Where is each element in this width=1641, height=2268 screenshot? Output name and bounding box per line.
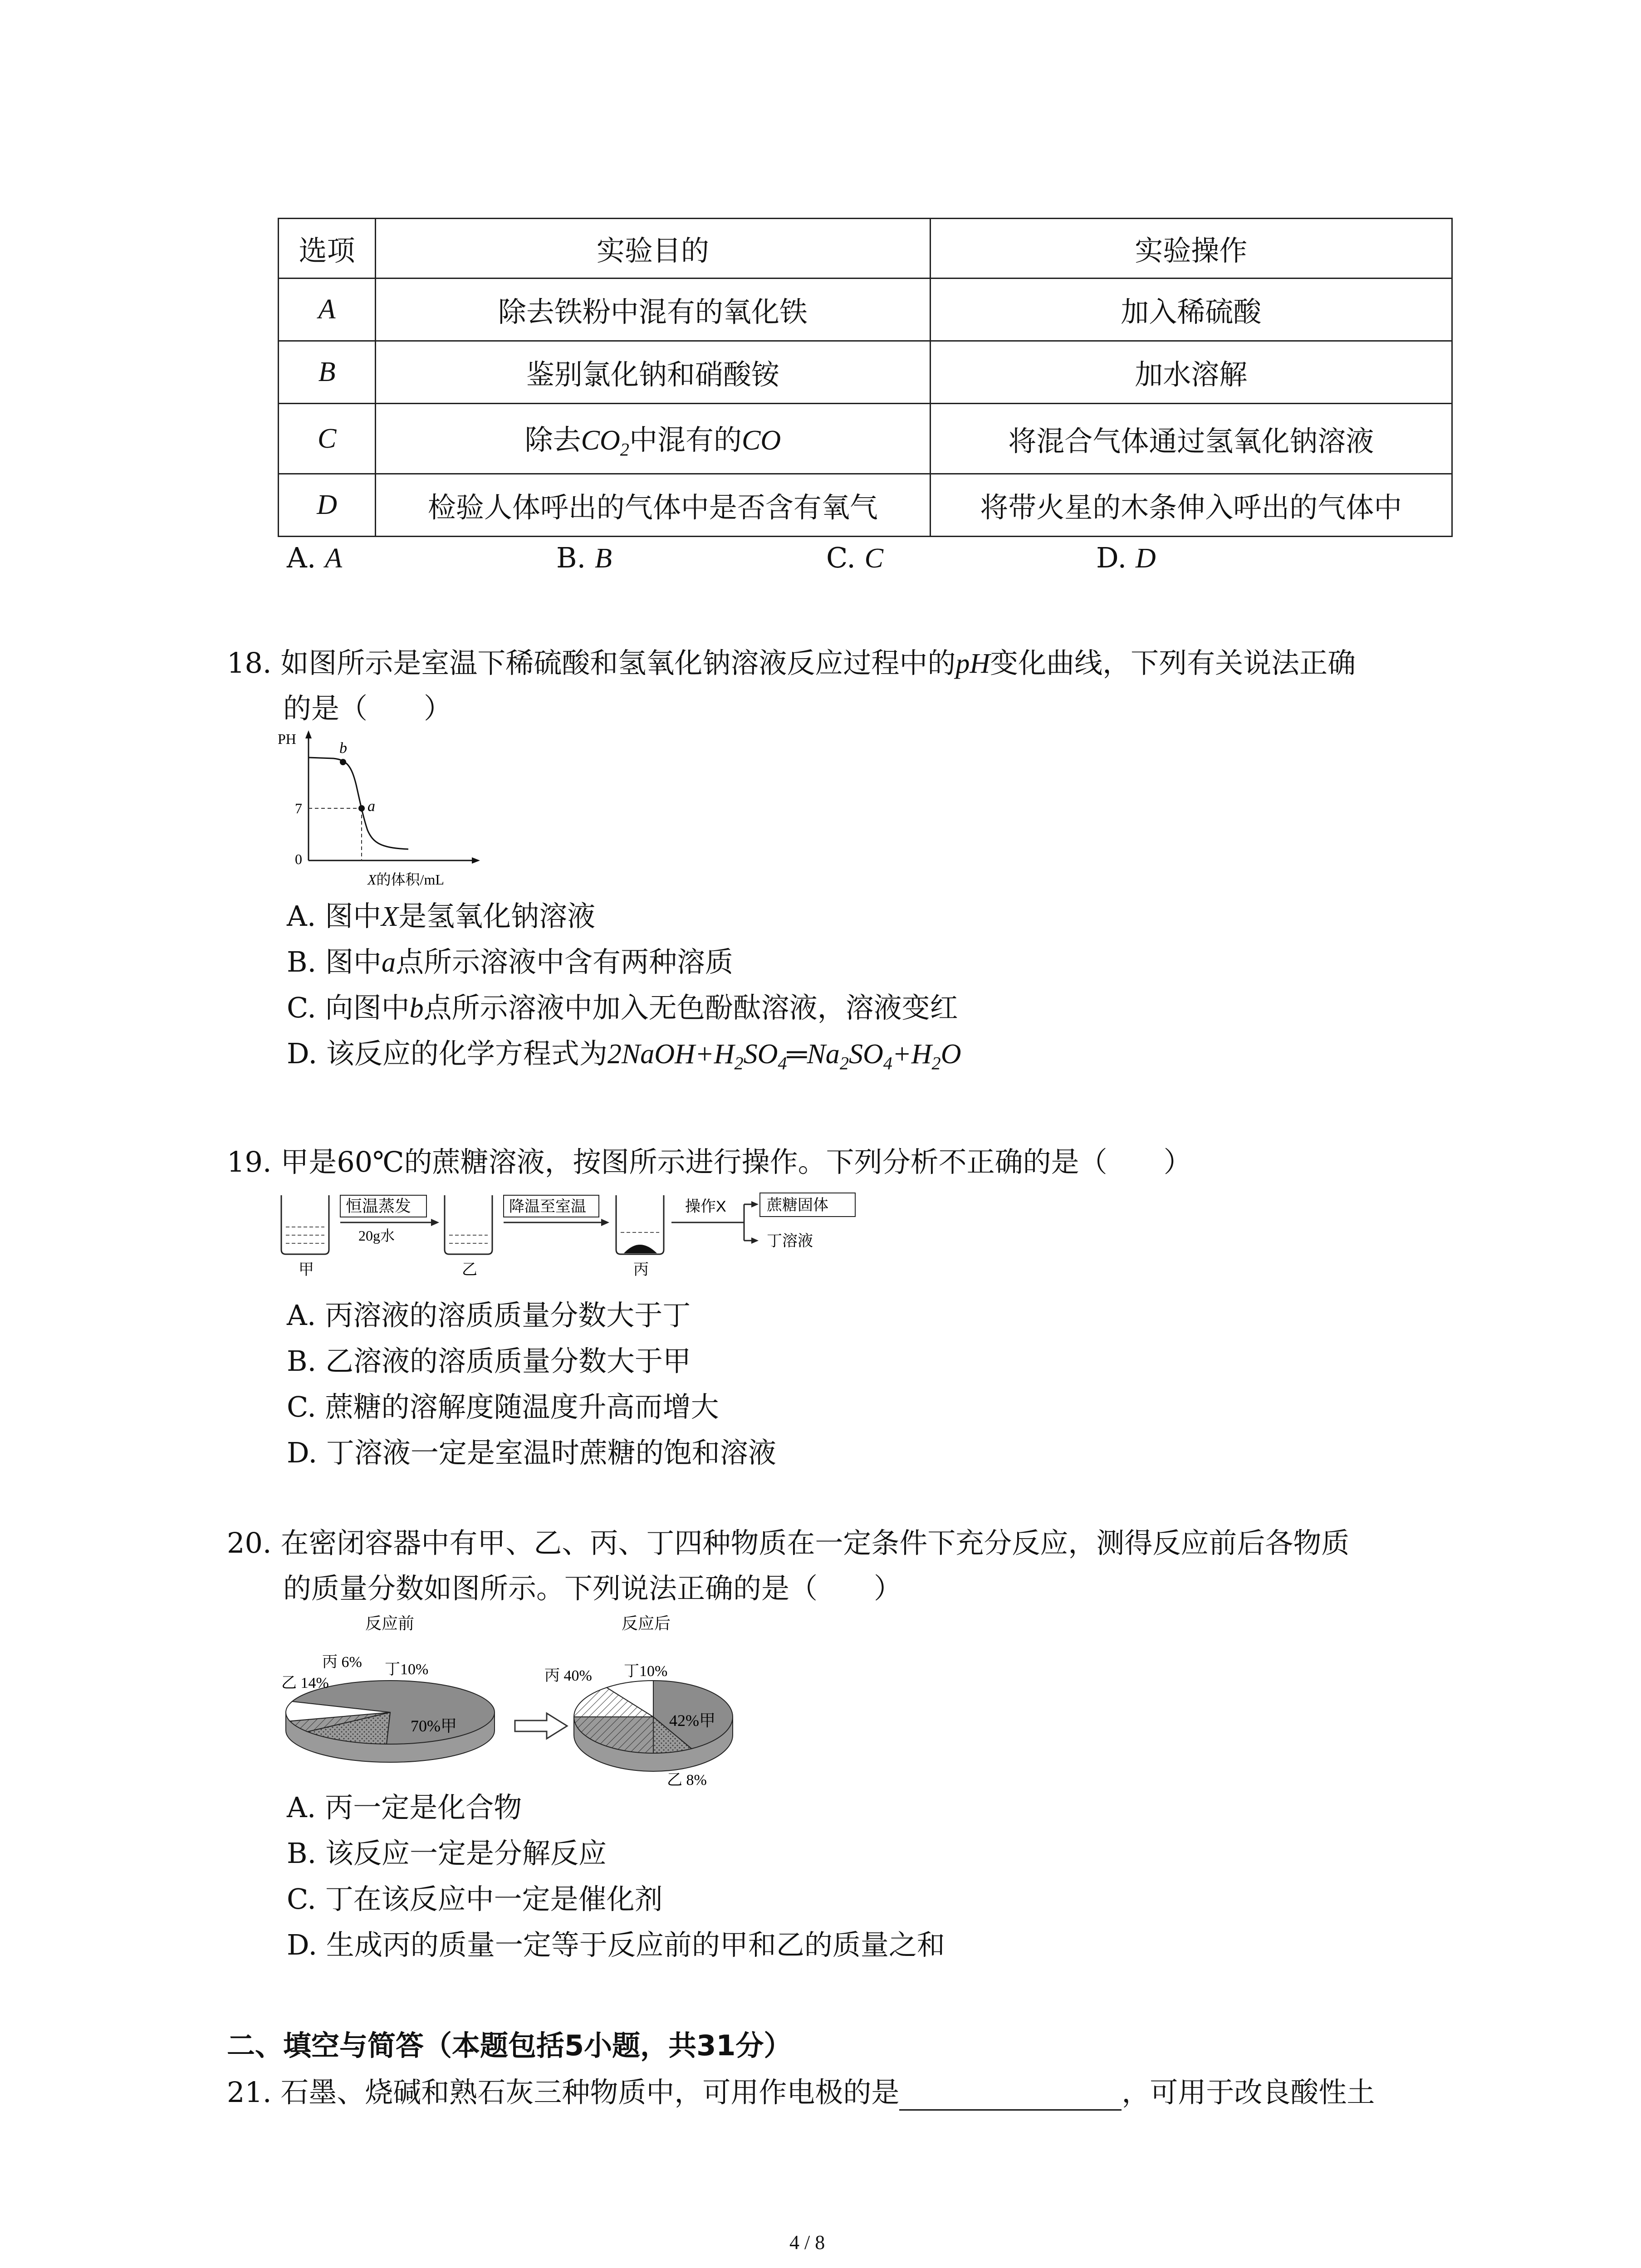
chemical-equation: $2NaOH+H_2SO_4═Na_2SO_4+H_2O$ [607, 1039, 961, 1074]
q20-stem-text: 在密闭容器中有甲、乙、丙、丁四种物质在一定条件下充分反应，测得反应前后各物质 [280, 1526, 1350, 1559]
sucrose-process-diagram [272, 1182, 871, 1295]
option-text: 是氢氧化钠溶液 [398, 899, 596, 933]
question-number: 20. [227, 1526, 272, 1559]
q20-option-b: B. 该反应一定是分解反应 [287, 1837, 607, 1870]
branch-bottom-arrowhead [751, 1237, 759, 1244]
choice-label: C. [826, 541, 865, 574]
option-text: A. 图中 [287, 899, 382, 933]
tick-0: 0 [295, 851, 302, 867]
q21-text: 石墨、烧碱和熟石灰三种物质中，可用作电极的是 [280, 2076, 900, 2109]
option-var: a [381, 947, 396, 978]
option-text: B. 图中 [287, 945, 382, 978]
beaker-label-bing: 丙 [633, 1261, 649, 1279]
choice-b [556, 540, 612, 577]
table-header-row [279, 219, 1452, 279]
point-a-dot [358, 805, 365, 811]
q21-line [227, 2074, 1375, 2111]
q19-stem-text: 甲是60℃的蔗糖溶液，按图所示进行操作。下列分析不正确的是（ ） [280, 1145, 1192, 1178]
table-row [279, 341, 1452, 404]
table-row [279, 404, 1452, 474]
option-text: 点所示溶液中含有两种溶质 [395, 945, 733, 978]
x-axis-arrow [472, 857, 480, 864]
y-axis-label: PH [278, 731, 296, 747]
purpose-text: 除去 [524, 423, 581, 456]
beaker-label-yi: 乙 [462, 1261, 477, 1279]
pie-before-label-yi: 乙 14% [281, 1675, 329, 1691]
table-header-cell: 实验操作 [930, 219, 1452, 279]
question-number: 21. [227, 2076, 272, 2109]
beaker-yi [445, 1195, 492, 1254]
step3-label: 操作X [685, 1198, 726, 1215]
option-text: 点所示溶液中加入无色酚酞溶液，溶液变红 [423, 991, 958, 1024]
pie-before-title: 反应前 [365, 1614, 415, 1633]
q20-option-d: D. 生成丙的质量一定等于反应前的甲和乙的质量之和 [287, 1928, 945, 1961]
table-cell-option: B [279, 341, 376, 404]
choice-c [826, 540, 883, 577]
option-var: X [381, 901, 399, 932]
section-title: 二、填空与简答（本题包括5小题，共31分） [227, 2029, 792, 2062]
option-text: D. 该反应的化学方程式为 [287, 1037, 607, 1070]
step1-amount: 20g水 [358, 1227, 395, 1244]
q19-option-b: B. 乙溶液的溶质质量分数大于甲 [287, 1344, 691, 1378]
step1-label: 恒温蒸发 [346, 1197, 411, 1215]
q18-stem-line2: 的是（ ） [283, 692, 452, 725]
answer-blank[interactable] [899, 2083, 1122, 2111]
purpose-text: 中混有的 [629, 423, 742, 456]
formula-co: CO [741, 425, 781, 456]
step2-arrowhead [601, 1219, 609, 1226]
option-var: b [409, 993, 424, 1024]
table-cell-purpose: 鉴别氯化钠和硝酸铵 [376, 341, 930, 404]
q18-option-c [287, 990, 958, 1026]
ph-curve-graph [272, 726, 485, 894]
table-cell-option: D [279, 474, 376, 537]
q18-option-b [287, 944, 733, 981]
ph-symbol: pH [955, 648, 990, 679]
output-solution-label: 丁溶液 [767, 1232, 813, 1250]
question-number: 19. [227, 1145, 272, 1178]
table-cell-operation: 将混合气体通过氢氧化钠溶液 [930, 404, 1452, 474]
table-cell-purpose [376, 404, 930, 474]
point-b-dot [340, 759, 346, 765]
formula-co2: $CO_2$ [581, 425, 629, 460]
choice-letter: A [325, 543, 343, 574]
step2-label: 降温至室温 [509, 1198, 586, 1215]
choice-d [1096, 540, 1156, 577]
table-cell-purpose: 除去铁粉中混有的氧化铁 [376, 279, 930, 341]
pie-before [286, 1681, 495, 1762]
pie-after-title: 反应后 [622, 1614, 671, 1633]
beaker-label-jia: 甲 [299, 1261, 314, 1279]
choice-label: B. [556, 541, 595, 574]
pie-after-label-yi: 乙 8% [667, 1772, 707, 1789]
table-row [279, 279, 1452, 341]
table-cell-option: A [279, 279, 376, 341]
beaker-bing [616, 1195, 664, 1254]
q18-option-d [287, 1036, 961, 1081]
q18-stem-text: 变化曲线，下列有关说法正确 [990, 646, 1356, 679]
table-header-cell: 选项 [279, 219, 376, 279]
table-header-cell: 实验目的 [376, 219, 930, 279]
q20-stem-line1 [227, 1525, 1349, 1561]
q19-option-c: C. 蔗糖的溶解度随温度升高而增大 [287, 1390, 719, 1423]
x-axis-var: X [367, 871, 377, 888]
pie-before-label-jia: 70%甲 [411, 1717, 457, 1735]
option-text: C. 向图中 [287, 991, 410, 1024]
point-a-label: a [367, 798, 375, 815]
table-cell-operation: 加入稀硫酸 [930, 279, 1452, 341]
q19-option-a: A. 丙溶液的溶质质量分数大于丁 [287, 1299, 691, 1332]
transition-arrow [515, 1713, 567, 1739]
choice-a [287, 540, 342, 577]
options-table [278, 218, 1453, 537]
branch-top-arrowhead [751, 1201, 759, 1207]
choice-label: A. [287, 541, 325, 574]
q19-option-d: D. 丁溶液一定是室温时蔗糖的饱和溶液 [287, 1436, 776, 1469]
q20-option-a: A. 丙一定是化合物 [287, 1791, 522, 1824]
choice-label: D. [1096, 541, 1136, 574]
x-axis-unit: 的体积/mL [376, 871, 444, 888]
ph-curve [309, 758, 408, 849]
q20-stem-line2: 的质量分数如图所示。下列说法正确的是（ ） [283, 1572, 902, 1605]
choice-letter: B [594, 543, 612, 574]
pie-after-label-jia: 42%甲 [669, 1711, 715, 1730]
table-cell-purpose: 检验人体呼出的气体中是否含有氧气 [376, 474, 930, 537]
choice-letter: C [864, 543, 884, 574]
output-solid-label: 蔗糖固体 [767, 1197, 828, 1214]
q18-stem-text: 如图所示是室温下稀硫酸和氢氧化钠溶液反应过程中的 [280, 646, 956, 679]
table-cell-option: C [279, 404, 376, 474]
pie-before-label-bing: 丙 6% [322, 1654, 362, 1671]
table-cell-operation: 加水溶解 [930, 341, 1452, 404]
x-axis-label [367, 871, 444, 888]
mass-fraction-pie-charts [254, 1613, 780, 1803]
pie-after-label-bing: 丙 40% [544, 1667, 592, 1684]
pie-after-label-ding: 丁10% [624, 1663, 668, 1680]
pie-before-label-ding: 丁10% [385, 1661, 429, 1678]
y-axis-arrow [305, 730, 312, 738]
page-number: 4 / 8 [789, 2231, 825, 2253]
table-cell-operation: 将带火星的木条伸入呼出的气体中 [930, 474, 1452, 537]
beaker-jia [281, 1195, 329, 1254]
q20-option-c: C. 丁在该反应中一定是催化剂 [287, 1882, 663, 1916]
step1-arrowhead [431, 1219, 439, 1226]
choice-letter: D [1135, 543, 1156, 574]
table-row [279, 474, 1452, 537]
q21-text: ，可用于改良酸性土 [1122, 2076, 1375, 2109]
q19-stem [227, 1144, 1192, 1180]
point-b-label: b [339, 740, 347, 757]
q18-option-a [287, 898, 595, 935]
q18-stem-line1 [227, 645, 1356, 682]
tick-7: 7 [295, 800, 302, 816]
question-number: 18. [227, 646, 272, 679]
